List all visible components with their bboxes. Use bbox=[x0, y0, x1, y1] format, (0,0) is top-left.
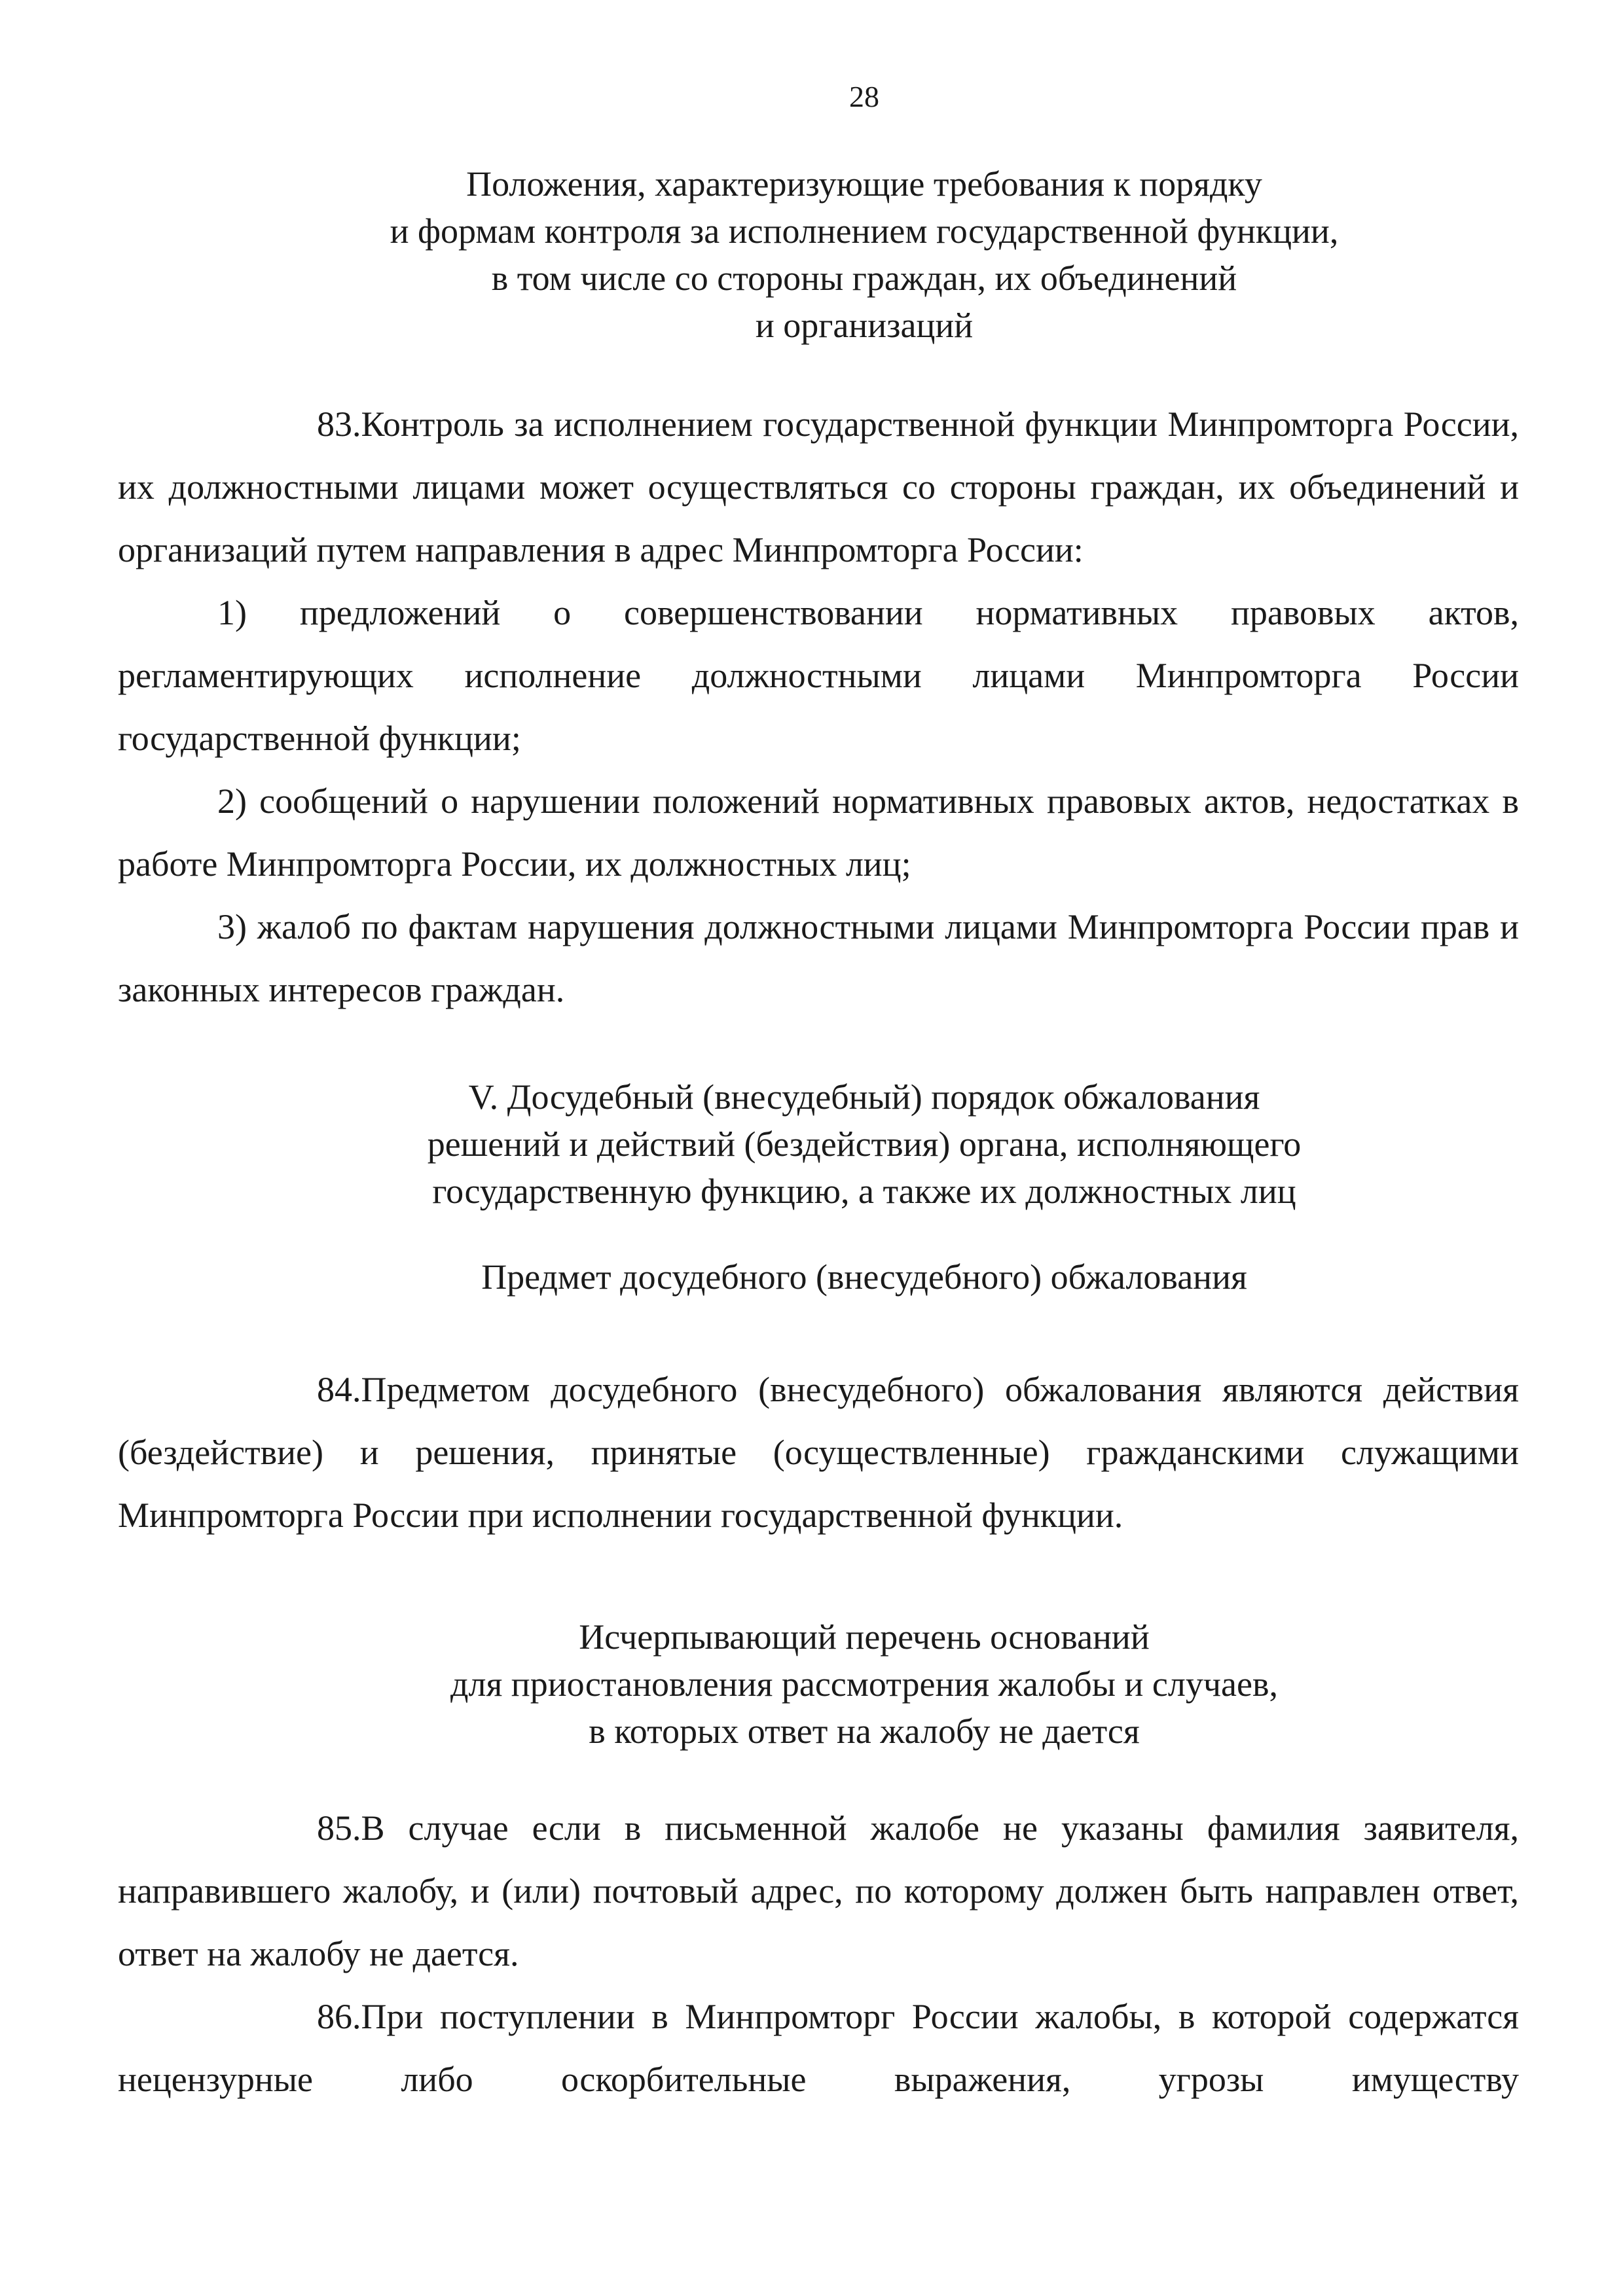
heading-line: и организаций bbox=[755, 306, 974, 345]
paragraph-block-83 bbox=[118, 393, 1519, 1021]
paragraph-block-84 bbox=[118, 1358, 1519, 1547]
list-item-2: 2) сообщений о нарушении положений нормативных правовых актов, недостатках в работе Минпромторга России, их должностных лиц; bbox=[118, 781, 1519, 884]
subsection-heading-subject bbox=[0, 1253, 1623, 1300]
heading-line: и формам контроля за исполнением государственной функции, bbox=[390, 211, 1339, 251]
paragraph-84 bbox=[118, 1358, 1519, 1547]
subsection-heading-grounds bbox=[0, 1613, 1623, 1755]
paragraph-text: Предметом досудебного (внесудебного) обжалования являются действия (бездействие) и решения, принятые (осуществленные) гражданскими служащими Минпромторга России при исполнении государственной функции. bbox=[118, 1370, 1519, 1535]
heading-line: решений и действий (бездействия) органа, исполняющего bbox=[427, 1124, 1302, 1164]
heading-line: Предмет досудебного (внесудебного) обжалования bbox=[481, 1257, 1247, 1297]
paragraph-86 bbox=[118, 1985, 1519, 2111]
heading-line: государственную функцию, а также их должностных лиц bbox=[432, 1172, 1296, 1211]
heading-line: в которых ответ на жалобу не дается bbox=[589, 1712, 1140, 1751]
section-heading-v bbox=[0, 1073, 1623, 1215]
paragraph-83 bbox=[118, 393, 1519, 581]
paragraph-number: 84. bbox=[317, 1370, 361, 1409]
paragraph-block-85-86 bbox=[118, 1797, 1519, 2111]
paragraph-number: 83. bbox=[317, 404, 361, 444]
list-item-3: 3) жалоб по фактам нарушения должностными лицами Минпромторга России прав и законных интересов граждан. bbox=[118, 907, 1519, 1009]
paragraph-number: 85. bbox=[317, 1808, 361, 1848]
heading-line: в том числе со стороны граждан, их объединений bbox=[491, 259, 1237, 298]
section-heading-control bbox=[0, 160, 1623, 349]
list-item-1: 1) предложений о совершенствовании нормативных правовых актов, регламентирующих исполнение должностными лицами Минпромторга России государственной функции; bbox=[118, 593, 1519, 758]
page-number: 28 bbox=[849, 80, 879, 113]
paragraph-number: 86. bbox=[317, 1997, 361, 2036]
paragraph-85 bbox=[118, 1797, 1519, 1985]
heading-line: Исчерпывающий перечень оснований bbox=[579, 1617, 1150, 1657]
paragraph-text: В случае если в письменной жалобе не указаны фамилия заявителя, направившего жалобу, и (или) почтовый адрес, по которому должен быть направлен ответ, ответ на жалобу не дается. bbox=[118, 1808, 1519, 1973]
heading-line: для приостановления рассмотрения жалобы и случаев, bbox=[450, 1664, 1278, 1704]
heading-line: Положения, характеризующие требования к порядку bbox=[466, 164, 1262, 204]
heading-line: V. Досудебный (внесудебный) порядок обжалования bbox=[468, 1077, 1260, 1117]
paragraph-text: Контроль за исполнением государственной функции Минпромторга России, их должностными лицами может осуществляться со стороны граждан, их объединений и организаций путем направления в адрес Минпромторга России: bbox=[118, 404, 1519, 569]
paragraph-text: При поступлении в Минпромторг России жалобы, в которой содержатся нецензурные либо оскорбительные выражения, угрозы имуществу bbox=[118, 1997, 1519, 2099]
